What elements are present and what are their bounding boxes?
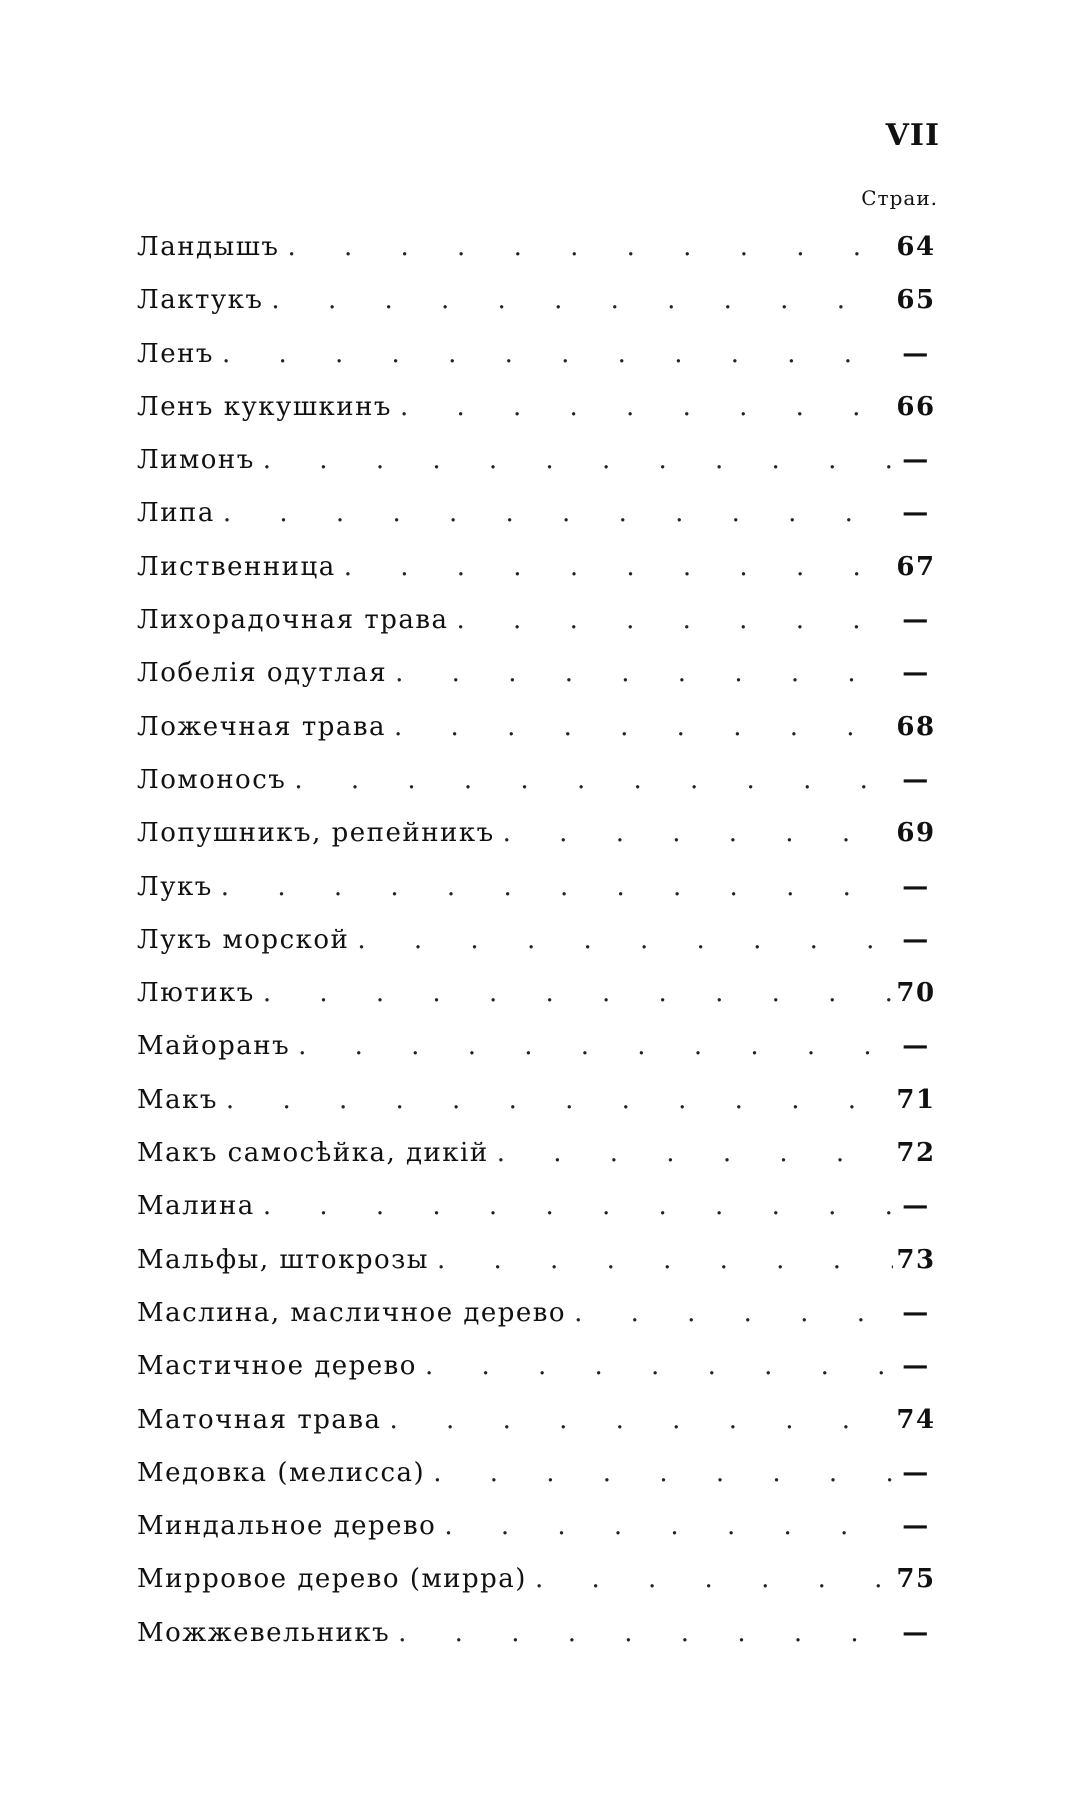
dot-leader xyxy=(437,1245,893,1275)
toc-entry xyxy=(137,872,939,925)
toc-entry xyxy=(137,1298,939,1351)
toc-entry xyxy=(137,1191,939,1244)
toc-entry xyxy=(137,1138,939,1191)
toc-entry xyxy=(137,1511,939,1564)
toc-entry-page: — xyxy=(902,605,930,636)
toc-entry-page: 74 xyxy=(896,1404,936,1435)
toc-entry xyxy=(137,712,939,765)
toc-entry-name: Мирровое дерево (мирра) xyxy=(137,1564,527,1595)
toc-entry-page: 66 xyxy=(896,391,936,422)
page-number: VII xyxy=(885,118,940,153)
toc-entry xyxy=(137,498,939,551)
toc-entry-name: Лиственница xyxy=(137,551,336,582)
toc-entry-name: Лопушникъ, репейникъ xyxy=(137,818,495,849)
toc-entry-name: Ленъ кукушкинъ xyxy=(137,391,392,422)
toc-entry xyxy=(137,1031,939,1084)
toc-entry-name: Макъ самосѣйка, дикій xyxy=(137,1138,489,1169)
dot-leader xyxy=(457,605,893,635)
toc-entry xyxy=(137,285,939,338)
toc-entry-name: Мальфы, штокрозы xyxy=(137,1244,429,1275)
toc-entry-name: Лихорадочная трава xyxy=(137,605,449,636)
toc-entry-page: — xyxy=(902,1191,930,1222)
toc-entry-page: — xyxy=(902,1511,930,1542)
dot-leader xyxy=(263,978,893,1008)
dot-leader xyxy=(400,392,893,422)
toc-entry-name: Мастичное дерево xyxy=(137,1351,417,1382)
toc-entry-page: — xyxy=(902,1297,930,1328)
toc-entry-name: Макъ xyxy=(137,1084,218,1115)
toc-entry-name: Лимонъ xyxy=(137,445,255,476)
dot-leader xyxy=(263,445,893,475)
dot-leader xyxy=(398,1618,893,1648)
toc-entry-name: Ленъ xyxy=(137,338,214,369)
toc-entry xyxy=(137,339,939,392)
toc-entry-name: Можжевельникъ xyxy=(137,1617,391,1648)
toc-entry-page: — xyxy=(902,338,930,369)
dot-leader xyxy=(221,872,893,902)
dot-leader xyxy=(574,1298,893,1328)
toc-entry xyxy=(137,658,939,711)
dot-leader xyxy=(425,1351,893,1381)
toc-entry-page: 70 xyxy=(896,978,936,1009)
dot-leader xyxy=(287,232,893,262)
toc-entry xyxy=(137,445,939,498)
toc-entry-page: 73 xyxy=(896,1244,936,1275)
toc-entry xyxy=(137,765,939,818)
toc-entry-name: Малина xyxy=(137,1191,255,1222)
dot-leader xyxy=(497,1138,893,1168)
toc-entry-name: Ложечная трава xyxy=(137,711,387,742)
dot-leader xyxy=(344,552,893,582)
dot-leader xyxy=(298,1031,893,1061)
toc-entry-name: Ландышъ xyxy=(137,232,280,262)
dot-leader xyxy=(226,1085,893,1115)
toc-entry xyxy=(137,1618,939,1671)
toc-entry-name: Майоранъ xyxy=(137,1031,291,1062)
dot-leader xyxy=(394,712,893,742)
dot-leader xyxy=(223,498,893,528)
toc-entry xyxy=(137,1564,939,1617)
dot-leader xyxy=(271,285,893,315)
toc-entry-page: 71 xyxy=(896,1084,936,1115)
dot-leader xyxy=(503,818,893,848)
toc-entry-name: Медовка (мелисса) xyxy=(137,1457,426,1488)
dot-leader xyxy=(390,1405,893,1435)
toc-entry-name: Лукъ xyxy=(137,871,213,902)
toc-entry-page: — xyxy=(902,764,930,795)
toc-entry-page: — xyxy=(902,1031,930,1062)
toc-entry-page: — xyxy=(902,1351,930,1382)
toc-entry xyxy=(137,1245,939,1298)
toc-entry xyxy=(137,978,939,1031)
toc-entry-page: — xyxy=(902,445,930,476)
table-of-contents xyxy=(137,232,939,1671)
toc-entry xyxy=(137,392,939,445)
toc-entry-page: — xyxy=(902,658,930,689)
toc-entry-name: Лобелія одутлая xyxy=(137,658,388,689)
toc-entry xyxy=(137,1458,939,1511)
toc-entry-name: Маточная трава xyxy=(137,1404,382,1435)
toc-entry-name: Липа xyxy=(137,498,215,529)
toc-entry-page: — xyxy=(902,498,930,529)
toc-entry xyxy=(137,1085,939,1138)
toc-entry-name: Миндальное дерево xyxy=(137,1511,437,1542)
toc-entry-page: 67 xyxy=(896,551,936,582)
toc-entry-page: — xyxy=(902,1457,930,1488)
toc-entry xyxy=(137,818,939,871)
toc-entry-page: — xyxy=(902,924,930,955)
toc-entry-page: 72 xyxy=(896,1138,936,1169)
toc-entry-page: — xyxy=(902,1617,930,1648)
toc-entry xyxy=(137,1351,939,1404)
dot-leader xyxy=(357,925,893,955)
toc-entry xyxy=(137,552,939,605)
toc-entry xyxy=(137,605,939,658)
dot-leader xyxy=(395,658,893,688)
toc-entry xyxy=(137,232,939,285)
dot-leader xyxy=(294,765,893,795)
toc-entry-name: Ломоносъ xyxy=(137,764,287,795)
page-column-label: Страи. xyxy=(861,186,938,210)
toc-entry-page: 65 xyxy=(896,285,936,316)
toc-entry-name: Лютикъ xyxy=(137,978,255,1009)
toc-entry-name: Маслина, масличное дерево xyxy=(137,1297,567,1328)
toc-entry-page: 64 xyxy=(896,232,936,262)
toc-entry-page: 69 xyxy=(896,818,936,849)
toc-entry-name: Лукъ морской xyxy=(137,924,350,955)
dot-leader xyxy=(263,1191,893,1221)
toc-entry-page: 68 xyxy=(896,711,936,742)
toc-entry-page: 75 xyxy=(896,1564,936,1595)
dot-leader xyxy=(444,1511,893,1541)
toc-entry-name: Лактукъ xyxy=(137,285,264,316)
dot-leader xyxy=(535,1564,893,1594)
dot-leader xyxy=(222,339,893,369)
toc-entry-page: — xyxy=(902,871,930,902)
toc-entry xyxy=(137,925,939,978)
dot-leader xyxy=(433,1458,893,1488)
toc-entry xyxy=(137,1405,939,1458)
